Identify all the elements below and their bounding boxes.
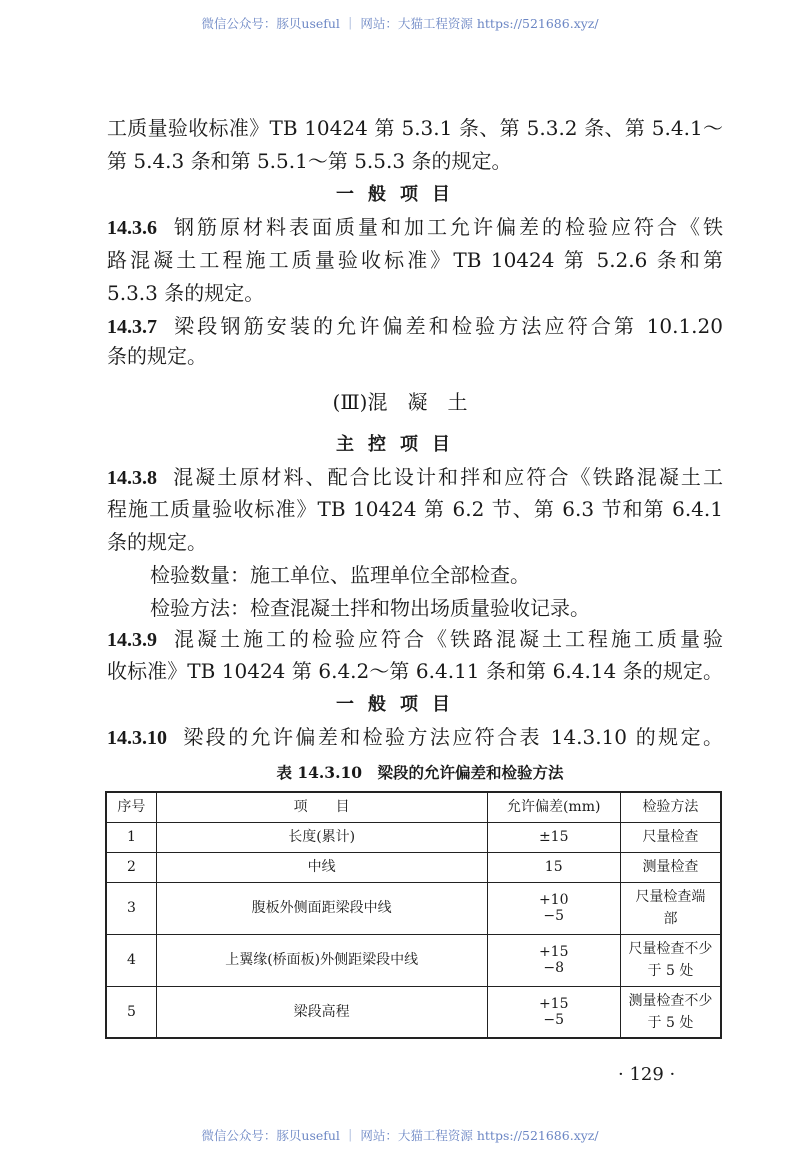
table-row (106, 822, 721, 852)
text-line: 程施工质量验收标准》TB 10424 第 6.2 节、第 6.3 节和第 6.4.1 (107, 497, 723, 521)
cell-tolerance (487, 882, 620, 934)
clause-14-3-8 (107, 463, 723, 492)
cell-no: 3 (106, 882, 156, 934)
cell-method: 尺量检查不少于 5 处 (620, 934, 721, 986)
section-heading: (Ⅲ)混 凝 土 (332, 390, 468, 414)
cell-item: 中线 (156, 852, 487, 882)
cell-method: 尺量检查端部 (620, 882, 721, 934)
clause-text: 混凝土原材料、配合比设计和拌和应符合《铁路混凝土工 (171, 465, 723, 489)
clause-number: 14.3.9 (107, 629, 157, 651)
tolerance-plus: +10 (538, 892, 569, 908)
cell-item: 腹板外侧面距梁段中线 (156, 882, 487, 934)
header-cell: 允许偏差(mm) (487, 792, 620, 822)
clause-14-3-10 (107, 723, 723, 752)
cell-item: 梁段高程 (156, 986, 487, 1038)
text-line: 条的规定。 (107, 530, 207, 554)
text-line: 路混凝土工程施工质量验收标准》TB 10424 第 5.2.6 条和第 (107, 248, 723, 272)
table-row (106, 852, 721, 882)
text-line: 检验方法：检查混凝土拌和物出场质量验收记录。 (150, 596, 590, 620)
clause-text: 梁段钢筋安装的允许偏差和检验方法应符合第 10.1.20 (171, 314, 723, 338)
subheading: 一般项目 (336, 184, 464, 205)
cell-tolerance: ±15 (487, 822, 620, 852)
cell-item: 上翼缘(桥面板)外侧距梁段中线 (156, 934, 487, 986)
clause-14-3-9 (107, 625, 723, 654)
cell-item: 长度(累计) (156, 822, 487, 852)
header-cell: 项 目 (156, 792, 487, 822)
cell-tolerance: 15 (487, 852, 620, 882)
clause-14-3-7 (107, 312, 723, 341)
text-line: 工质量验收标准》TB 10424 第 5.3.1 条、第 5.3.2 条、第 5.4.1～ (107, 116, 723, 140)
watermark-top: 微信公众号：豚贝useful ｜ 网站：大猫工程资源 https://521686.xyz/ (201, 16, 599, 31)
cell-method: 尺量检查 (620, 822, 721, 852)
cell-method: 测量检查不少于 5 处 (620, 986, 721, 1038)
cell-method: 测量检查 (620, 852, 721, 882)
table-caption: 表 14.3.10 梁段的允许偏差和检验方法 (276, 763, 564, 782)
text-line: 收标准》TB 10424 第 6.4.2～第 6.4.11 条和第 6.4.14 条的规定。 (107, 659, 723, 683)
cell-tolerance (487, 934, 620, 986)
subheading: 主控项目 (336, 434, 464, 455)
clause-text: 梁段的允许偏差和检验方法应符合表 14.3.10 的规定。 (181, 725, 723, 749)
text-line: 5.3.3 条的规定。 (107, 281, 265, 305)
clause-number: 14.3.6 (107, 217, 157, 239)
cell-no: 5 (106, 986, 156, 1038)
tolerance-minus: −5 (543, 1011, 565, 1028)
tolerance-table (105, 791, 722, 1039)
clause-text: 钢筋原材料表面质量和加工允许偏差的检验应符合《铁 (171, 215, 723, 239)
clause-14-3-6 (107, 213, 723, 242)
clause-number: 14.3.7 (107, 316, 157, 338)
header-cell: 检验方法 (620, 792, 721, 822)
table-row (106, 882, 721, 934)
table-header-row (106, 792, 721, 822)
tolerance-plus: +15 (538, 995, 569, 1012)
table-row (106, 986, 721, 1038)
cell-no: 1 (106, 822, 156, 852)
tolerance-minus: −8 (543, 960, 565, 976)
tolerance-plus: +15 (538, 944, 569, 960)
page-number: · 129 · (618, 1064, 676, 1085)
table-row (106, 934, 721, 986)
cell-tolerance (487, 986, 620, 1038)
tolerance-minus: −5 (543, 908, 565, 924)
clause-text: 混凝土施工的检验应符合《铁路混凝土工程施工质量验 (171, 627, 723, 651)
cell-no: 2 (106, 852, 156, 882)
clause-number: 14.3.10 (107, 727, 167, 749)
watermark-bottom: 微信公众号：豚贝useful ｜ 网站：大猫工程资源 https://521686.xyz/ (201, 1128, 599, 1143)
header-cell: 序号 (106, 792, 156, 822)
cell-no: 4 (106, 934, 156, 986)
text-line: 检验数量：施工单位、监理单位全部检查。 (150, 563, 530, 587)
text-line: 第 5.4.3 条和第 5.5.1～第 5.5.3 条的规定。 (107, 149, 512, 173)
subheading: 一般项目 (336, 694, 464, 715)
text-line: 条的规定。 (107, 344, 207, 368)
clause-number: 14.3.8 (107, 467, 157, 489)
